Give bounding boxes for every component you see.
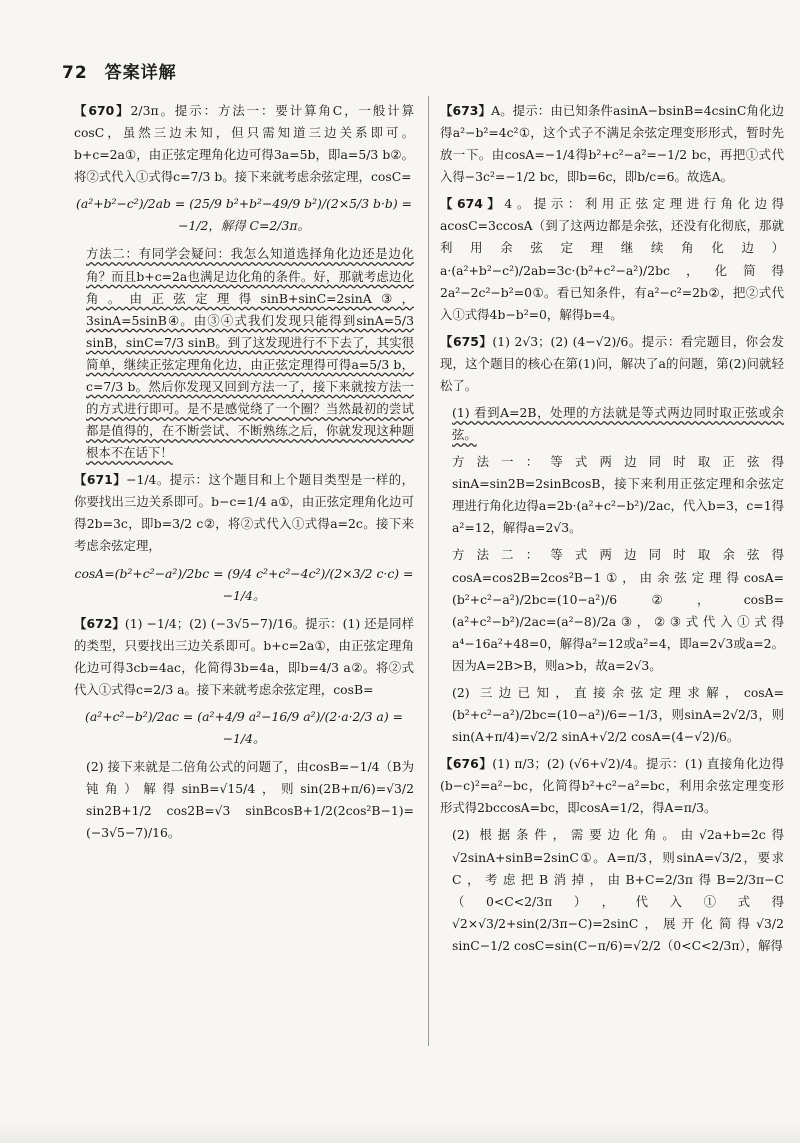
answer-text: (1) −1/4；(2) (−3√5−7)/16。提示：(1) 还是同样的类型，只要找出三边关系即可。b+c=2a①，由正弦定理角化边可得3cb=4ac，化简得3b=4a，即b=4/3 a②。将②式代入①式得c=2/3 a。接下来就考虑余弦定理，cosB= xyxy=(74,615,414,697)
answer-text: 方法二：等式两边同时取余弦得cosA=cos2B=2cos²B−1①，由余弦定理得cosA=(b²+c²−a²)/2bc=(10−a²)/6②，cosB=(a²+c²−b²)/2ac=(a²−8)/2a③，②③式代入①式得a⁴−16a²+48=0，解得a²=12或a²=4，即a=2√3或a=2。因为A=2B>B，则a>b，故a=2√3。 xyxy=(452,547,784,673)
answer-text: 方法一：等式两边同时取正弦得sinA=sin2B=2sinBcosB，接下来利用正弦定理和余弦定理进行角化边得a=2b·(a²+c²−b²)/2ac，代入b=3，c=1得a²=12，解得a=2√3。 xyxy=(452,454,784,536)
answer-tag: 【671】 xyxy=(74,472,127,488)
answer-675-method1 xyxy=(440,451,784,539)
equation: (a²+b²−c²)/2ab = (25/9 b²+b²−49/9 b²)/(2×5/3 b·b) = −1/2，解得 C=2/3π。 xyxy=(76,196,412,234)
answer-text: (1) π/3；(2) (√6+√2)/4。提示：(1) 直接角化边得(b−c)²=a²−bc，化简得b²+c²−a²=bc，利用余弦定理变形形式得2bccosA=bc，即cosA=1/2，得A=π/3。 xyxy=(440,756,784,816)
answer-675-part1 xyxy=(440,402,784,446)
answer-text: (2) 根据条件，需要边化角。由√2a+b=2c得√2sinA+sinB=2sinC①。A=π/3，则sinA=√3/2，要求C，考虑把B消掉，由B+C=2/3π得B=2/3π−C（0<C<2/3π），代入①式得√2×√3/2+sin(2/3π−C)=2sinC，展开化简得√3/2 sinC−1/2 cosC=sin(C−π/6)=√2/2（0<C<2/3π），解得 xyxy=(452,827,784,953)
equation: cosA=(b²+c²−a²)/2bc = (9/4 c²+c²−4c²)/(2×3/2 c·c) = −1/4。 xyxy=(74,565,414,603)
equation: (a²+c²−b²)/2ac = (a²+4/9 a²−16/9 a²)/(2·a·2/3 a) = −1/4。 xyxy=(85,709,403,747)
column-divider xyxy=(428,96,429,1046)
answer-671 xyxy=(74,469,414,557)
answer-tag: 【673】 xyxy=(440,103,492,118)
answer-tag: 【672】 xyxy=(74,615,125,631)
answer-text: (2) 三边已知，直接余弦定理求解，cosA=(b²+c²−a²)/2bc=(10−a²)/6=−1/3，则sinA=2√2/3，则sin(A+π/4)=√2/2 sinA+√2/2 cosA=(4−√2)/6。 xyxy=(452,684,784,745)
left-column xyxy=(74,100,414,850)
answer-673 xyxy=(440,100,784,188)
answer-text: (1) 2√3；(2) (4−√2)/6。提示：看完题目，你会发现，这个题目的核心在第(1)问，解决了a的问题，第(2)问就轻松了。 xyxy=(440,333,784,393)
answer-text: A。提示：由已知条件asinA−bsinB=4csinC角化边得a²−b²=4c²①，这个式子不满足余弦定理变形形式，暂时先放一下。由cosA=−1/4得b²+c²−a²=−1/2 bc，再把①式代入得−3c²=−1/2 bc，即b=6c，即b/c=6。故选A。 xyxy=(440,103,784,185)
answer-tag: 【674】 xyxy=(440,196,505,212)
method-two xyxy=(74,243,414,464)
answer-674 xyxy=(440,193,784,325)
answer-text: (1) 看到A=2B，处理的方法就是等式两边同时取正弦或余弦。 xyxy=(452,405,784,443)
answer-text: 方法二：有同学会疑问：我怎么知道选择角化边还是边化角？而且b+c=2a也满足边化角的条件。好，那就考虑边化角。由正弦定理得sinB+sinC=2sinA③，3sinA=5sinB④。由③④式我们发现只能得到sinA=5/3 sinB，sinC=7/3 sinB。到了这发现进行不下去了，其实很简单，继续正弦定理角化边，由正弦定理得可得a=5/3 b，c=7/3 b。然后你发现又回到方法一了，接下来就按方法一的方式进行即可。是不是感觉绕了一个圈？当然最初的尝试都是值得的，在不断尝试、不断熟练之后，你就发现这种题根本不在话下！ xyxy=(86,246,414,461)
answer-text: 2/3π。提示：方法一：要计算角C，一般计算cosC，虽然三边未知，但只需知道三边关系即可。b+c=2a①，由正弦定理角化边可得3a=5b，即a=5/3 b②。将②式代入①式得c=7/3 b。接下来就考虑余弦定理，cosC= xyxy=(74,103,414,185)
answer-tag: 【675】 xyxy=(440,333,493,349)
page-number: 72 xyxy=(62,63,88,83)
page-header xyxy=(62,58,177,83)
answer-676 xyxy=(440,753,784,819)
page-title: 答案详解 xyxy=(104,63,177,83)
answer-675-part2 xyxy=(440,682,784,748)
answer-text: −1/4。提示：这个题目和上个题目类型是一样的，你要找出三边关系即可。b−c=1/4 a①，由正弦定理角化边可得2b=3c，即b=3/2 c②，将②式代入①式得a=2c。接下来考虑余弦定理， xyxy=(74,472,414,554)
answer-672 xyxy=(74,613,414,701)
answer-672-part2 xyxy=(74,756,414,844)
right-column xyxy=(440,100,784,962)
answer-tag: 【670】 xyxy=(74,103,131,118)
answer-675 xyxy=(440,331,784,397)
answer-675-method2 xyxy=(440,544,784,676)
answer-text: 4。提示：利用正弦定理进行角化边得acosC=3ccosA（到了这两边都是余弦，还没有化彻底，那就利用余弦定理继续角化边）a·(a²+b²−c²)/2ab=3c·(b²+c²−a²)/2bc，化简得2a²−2c²−b²=0①。看已知条件，有a²−c²=2b②，把②式代入①式得4b−b²=0，解得b=4。 xyxy=(440,196,784,322)
answer-670 xyxy=(74,100,414,188)
page-bottom-edge xyxy=(0,1120,800,1143)
answer-text: (2) 接下来就是二倍角公式的问题了，由cosB=−1/4（B为钝角）解得sinB=√15/4，则sin(2B+π/6)=√3/2 sin2B+1/2 cos2B=√3 sinBcosB+1/2(2cos²B−1)=(−3√5−7)/16。 xyxy=(86,759,414,841)
answer-676-part2 xyxy=(440,824,784,956)
answer-tag: 【676】 xyxy=(440,756,493,772)
